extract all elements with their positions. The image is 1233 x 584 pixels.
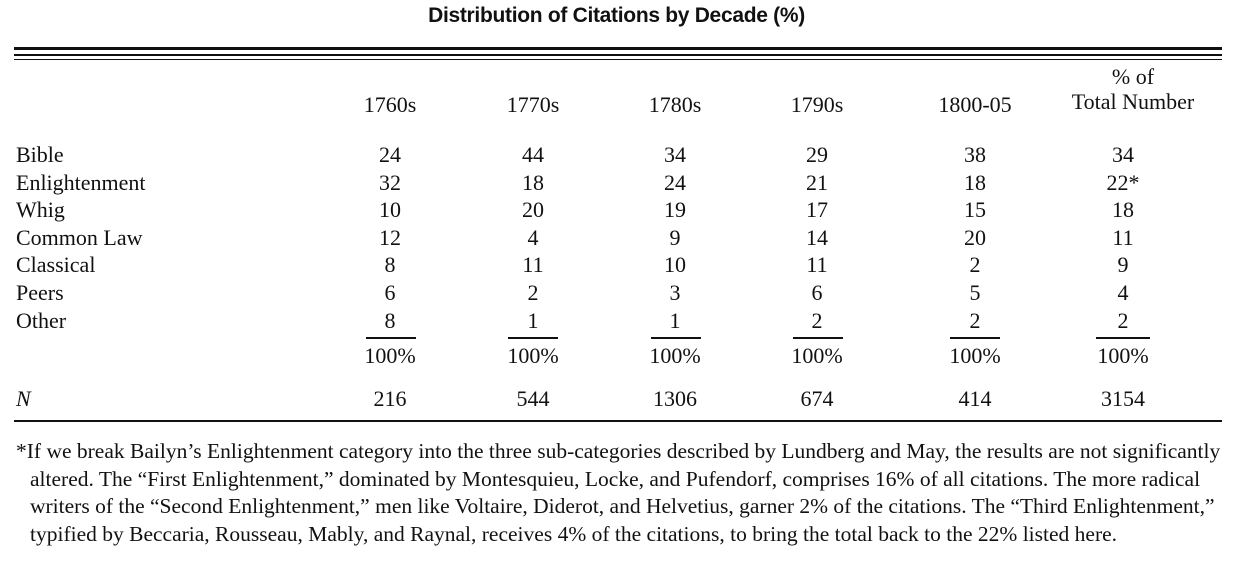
table-cell: 29 xyxy=(806,142,828,167)
n-cell: 674 xyxy=(800,386,834,411)
table-cell: 21 xyxy=(806,169,828,195)
table-cell: 4 xyxy=(527,224,539,250)
table-cell: 9 xyxy=(669,224,681,250)
n-cell: 1306 xyxy=(653,386,697,411)
table-cell: 11 xyxy=(522,252,544,278)
table-cell: 34 xyxy=(1112,142,1134,167)
table-cell: 11 xyxy=(1112,224,1134,250)
column-header-total-number: Total Number xyxy=(1071,89,1195,114)
column-header-1790s: 1790s xyxy=(790,92,844,117)
column-header-1760s: 1760s xyxy=(363,92,417,117)
total-cell: 100% xyxy=(364,343,416,368)
table-cell: 8 xyxy=(384,307,396,333)
row-label: Bible xyxy=(16,142,64,167)
table-title: Distribution of Citations by Decade (%) xyxy=(428,4,805,27)
table-cell: 3 xyxy=(669,280,681,305)
table-cell: 44 xyxy=(522,142,544,167)
column-header-percent-of: % of xyxy=(1111,64,1155,89)
table-cell: 2 xyxy=(1117,307,1129,333)
total-cell: 100% xyxy=(649,343,701,368)
row-label: Peers xyxy=(16,280,64,305)
row-label: Common Law xyxy=(16,224,143,250)
table-cell: 12 xyxy=(379,224,401,250)
top-rule xyxy=(14,47,1222,50)
column-header-1780s: 1780s xyxy=(648,92,702,117)
column-total-rule xyxy=(366,337,416,339)
table-cell: 10 xyxy=(664,252,686,278)
table-cell: 17 xyxy=(806,197,828,223)
bottom-rule xyxy=(14,420,1222,422)
table-cell: 19 xyxy=(664,197,686,223)
table-cell: 20 xyxy=(964,224,986,250)
table-cell: 2 xyxy=(969,252,981,278)
table-cell: 18 xyxy=(1112,197,1134,223)
n-cell: 414 xyxy=(958,386,992,411)
table-cell: 18 xyxy=(522,169,544,195)
table-cell: 24 xyxy=(664,169,686,195)
table-cell: 14 xyxy=(806,224,828,250)
table-cell: 5 xyxy=(969,280,981,305)
top-rule-thin xyxy=(14,59,1222,60)
row-label: Whig xyxy=(16,197,65,223)
top-rule-second xyxy=(14,54,1222,56)
table-cell: 2 xyxy=(527,280,539,305)
table-cell: 10 xyxy=(379,197,401,223)
column-total-rule xyxy=(793,337,843,339)
n-cell: 3154 xyxy=(1101,386,1145,411)
table-cell: 2 xyxy=(811,307,823,333)
total-cell: 100% xyxy=(1097,343,1149,368)
table-cell: 22* xyxy=(1106,169,1140,195)
footnote-text: *If we break Bailyn’s Enlightenment category into the three sub-categories described by Lundberg and May, the results are not significantly altered. The “First Enlightenment,” dominated by Montesquieu, Locke, and Pufendorf, comprises 16% of all citations. The more radical writers of the “Second Enlightenment,” men like Voltaire, Diderot, and Helvetius, garner 2% of the citations. The “Third Enlightenment,” typified by Beccaria, Rousseau, Mably, and Raynal, receives 4% of the citations, to bring the total back to the 22% listed here. xyxy=(16,439,1221,546)
table-cell: 32 xyxy=(379,169,401,195)
column-total-rule xyxy=(651,337,701,339)
table-cell: 15 xyxy=(964,197,986,223)
n-cell: 544 xyxy=(516,386,550,411)
column-header-1770s: 1770s xyxy=(506,92,560,117)
table-cell: 9 xyxy=(1117,252,1129,278)
row-label: Classical xyxy=(16,252,96,278)
table-cell: 20 xyxy=(522,197,544,223)
n-row-label: N xyxy=(16,386,31,411)
table-cell: 8 xyxy=(384,252,396,278)
n-cell: 216 xyxy=(373,386,407,411)
table-cell: 6 xyxy=(811,280,823,305)
column-total-rule xyxy=(950,337,1000,339)
total-cell: 100% xyxy=(791,343,843,368)
table-cell: 4 xyxy=(1117,280,1129,305)
total-cell: 100% xyxy=(507,343,559,368)
table-cell: 2 xyxy=(969,307,981,333)
column-header-1800-05: 1800-05 xyxy=(938,92,1012,117)
table-cell: 18 xyxy=(964,169,986,195)
table-cell: 24 xyxy=(379,142,401,167)
row-label: Other xyxy=(16,307,67,333)
column-total-rule xyxy=(508,337,558,339)
row-label: Enlightenment xyxy=(16,169,146,195)
column-total-rule xyxy=(1096,337,1150,339)
table-cell: 11 xyxy=(806,252,828,278)
table-cell: 1 xyxy=(669,307,681,333)
total-cell: 100% xyxy=(949,343,1001,368)
table-cell: 6 xyxy=(384,280,396,305)
table-cell: 1 xyxy=(527,307,539,333)
table-cell: 34 xyxy=(664,142,686,167)
footnote xyxy=(16,438,1226,548)
table-cell: 38 xyxy=(964,142,986,167)
